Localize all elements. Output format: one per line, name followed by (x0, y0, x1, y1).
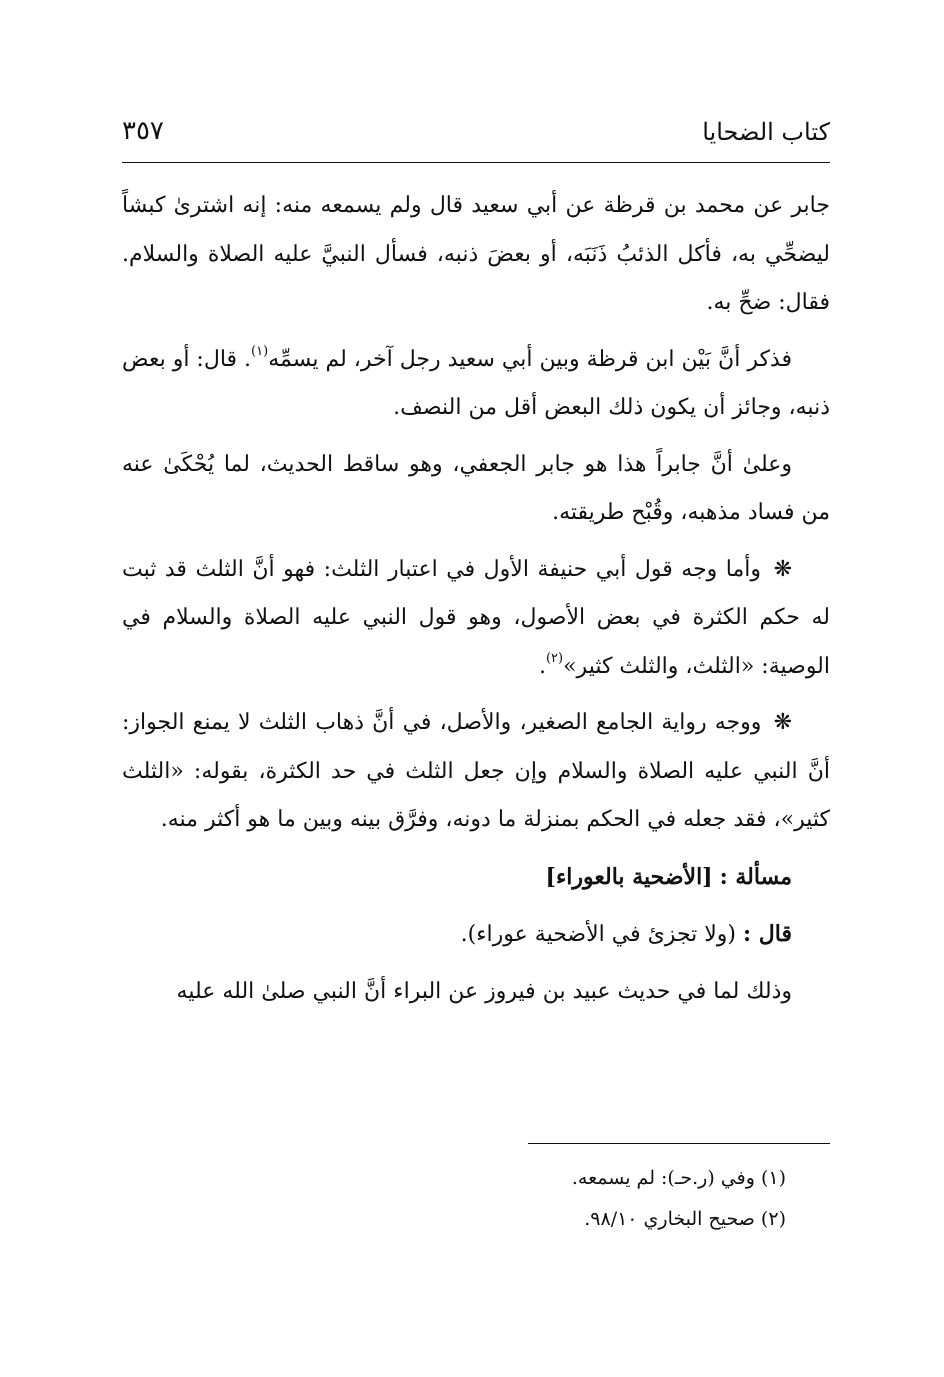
paragraph-3: وعلىٰ أنَّ جابراً هذا هو جابر الجعفي، وهو ساقط الحديث، لما يُحْكَىٰ عنه من فساد مذهبه، وقُبْح طريقته. (122, 451, 830, 525)
paragraph-2-text-a: فذكر أنَّ بَيْن ابن قرظة وبين أبي سعيد رجل آخر، لم يسمِّه (268, 346, 793, 372)
section-heading-title: [الأضحية بالعوراء] (545, 863, 713, 890)
footnote-ref-2: (٢) (545, 651, 564, 667)
paragraph-5-text: ووجه رواية الجامع الصغير، والأصل، في أنَّ ذهاب الثلث لا يمنع الجواز: أنَّ النبي عليه الصلاة والسلام وإن جعل الثلث في حد الكثرة، بقوله: «الثلث كثير»، فقد جعله في الحكم بمنزلة ما دونه، وفرَّق بينه وبين ما هو أكثر منه. (122, 710, 830, 832)
asterism-icon: ❋ (773, 710, 792, 735)
header-rule (122, 162, 830, 163)
paragraph-5 (122, 699, 830, 845)
footnote-rule (528, 1143, 830, 1144)
section-heading (122, 853, 830, 903)
qal-label: قال : (743, 921, 792, 947)
footnote-1: (١) وفي (ر.حـ): لم يسمعه. (571, 1167, 786, 1189)
asterism-icon: ❋ (773, 556, 793, 582)
paragraph-1: جابر عن محمد بن قرظة عن أبي سعيد قال ولم يسمعه منه: إنه اشترىٰ كبشاً ليضحِّي به، فأكل الذئبُ ذَنَبَه، أو بعضَ ذنبه، فسأل النبيَّ عليه الصلاة والسلام. فقال: ضحِّ به. (122, 193, 830, 315)
paragraph-4-text-a: وأما وجه قول أبي حنيفة الأول في اعتبار الثلث: فهو أنَّ الثلث قد ثبت له حكم الكثرة في بعض الأصول، وهو قول النبي عليه الصلاة والسلام في الوصية: «الثلث، والثلث كثير» (122, 556, 830, 679)
paragraph-2 (122, 336, 830, 433)
section-heading-label: مسألة : (719, 863, 792, 890)
paragraph-2-text-b: . قال: أو بعض ذنبه، وجائز أن يكون ذلك البعض أقل من النصف. (122, 346, 830, 420)
footnote-2: (٢) صحيح البخاري ٩٨/١٠. (584, 1208, 786, 1230)
footnotes (122, 1158, 830, 1240)
paragraph-4 (122, 546, 830, 692)
paragraph-4-text-b: . (538, 653, 546, 679)
running-title: كتاب الضحايا (702, 118, 830, 146)
qal-line (122, 910, 830, 960)
footnote-ref-1: (١) (251, 344, 269, 360)
page-header (122, 112, 830, 162)
page-number: ٣٥٧ (122, 116, 164, 146)
paragraph-6: وذلك لما في حديث عبيد بن فيروز عن البراء أنَّ النبي صلىٰ الله عليه (176, 978, 792, 1004)
main-text (122, 182, 830, 1016)
qal-text: (ولا تجزئ في الأضحية عوراء). (460, 922, 737, 947)
